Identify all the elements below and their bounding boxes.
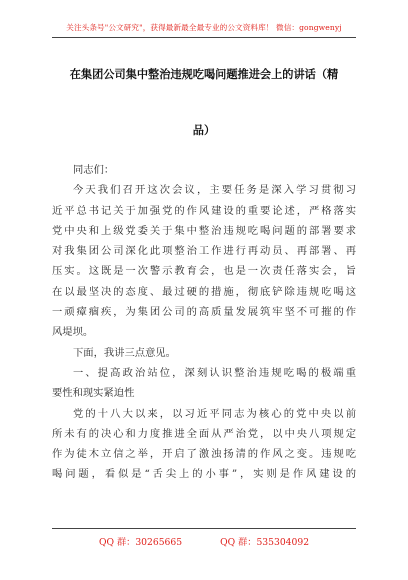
footer-qq-group-1: QQ 群：30265665	[98, 537, 183, 548]
document-body	[52, 160, 356, 485]
header-divider	[52, 37, 356, 38]
body-line: 在以最坚决的态度、最过硬的措施，彻底铲除违规吃喝这	[52, 285, 356, 298]
body-line: 所未有的决心和力度推进全面从严治党，以中央八项规定	[52, 427, 356, 440]
body-line: 压实。这既是一次警示教育会，也是一次责任落实会，旨	[52, 265, 356, 278]
body-line: 风堤坝。	[52, 326, 94, 339]
body-line: 下面，我讲三点意见。	[73, 346, 176, 359]
body-line: 党中央和上级党委关于集中整治违规吃喝问题的部署要求	[52, 224, 356, 237]
footer-divider	[52, 528, 356, 529]
body-line: 近平总书记关于加强党的作风建设的重要论述，严格落实	[52, 204, 356, 217]
footer-qq-group-2: QQ 群：535304092	[220, 537, 310, 548]
footer	[0, 534, 408, 548]
document-title-line-1: 在集团公司集中整治违规吃喝问题推进会上的讲话（精	[69, 67, 339, 81]
body-line: 作为徒木立信之举，开启了激浊扬清的作风之变。违规吃	[52, 448, 356, 461]
body-line: 喝问题，看似是“舌尖上的小事”，实则是作风建设的	[52, 468, 356, 481]
body-line: 一顽瘴痼疾，为集团公司的高质量发展筑牢坚不可摧的作	[52, 306, 356, 319]
salutation: 同志们：	[73, 164, 115, 176]
body-line: 今天我们召开这次会议，主要任务是深入学习贯彻习	[73, 184, 356, 197]
body-line: 党的十八大以来，以习近平同志为核心的党中央以前	[73, 407, 356, 420]
header-banner: 关注头条号"公文研究"，获得最新最全最专业的公文资料库！ 微信：gongwenyj	[66, 23, 342, 32]
document-title-line-2: 品）	[192, 123, 216, 137]
body-line: 对我集团公司深化此项整治工作进行再动员、再部署、再	[52, 245, 356, 258]
section-heading-continued: 要性和现实紧迫性	[52, 387, 135, 400]
section-heading: 一、提高政治站位，深刻认识整治违规吃喝的极端重	[73, 366, 356, 379]
